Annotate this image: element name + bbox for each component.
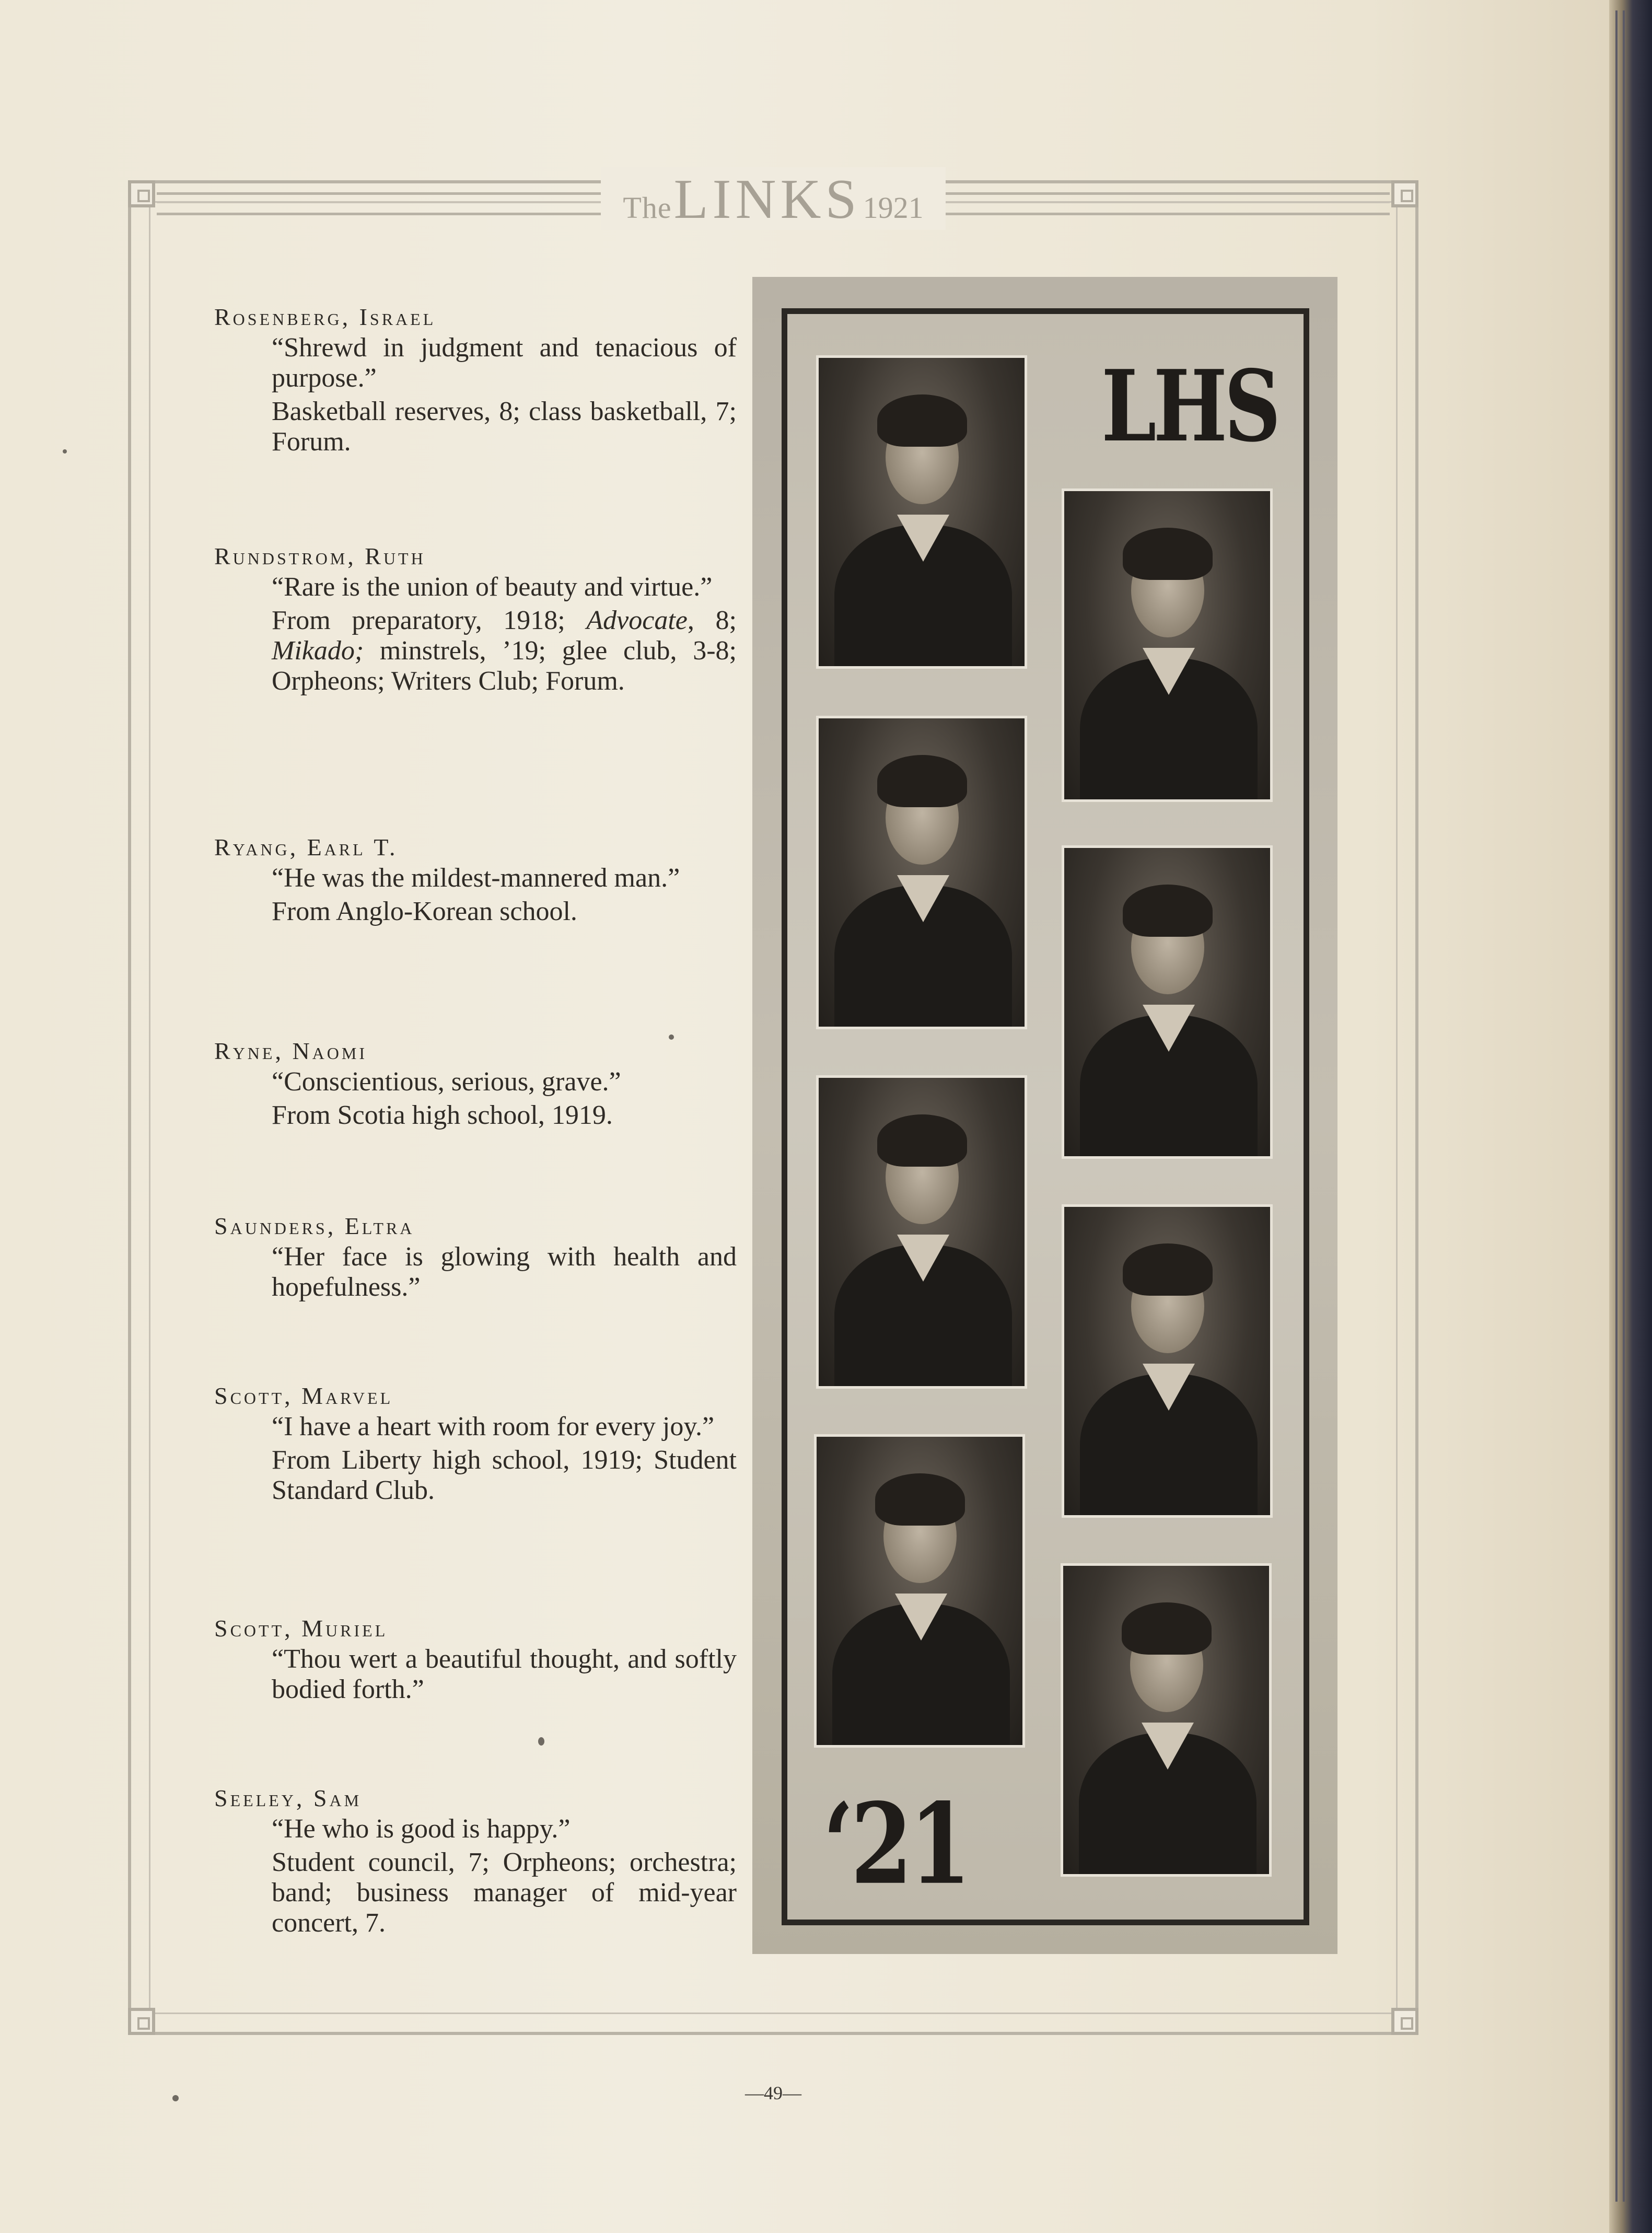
paper-speck	[669, 1034, 674, 1040]
book-spine	[1609, 0, 1652, 2233]
running-head-year: 1921	[863, 191, 924, 225]
portrait-photo	[1062, 489, 1273, 802]
student-name: Saunders, Eltra	[214, 1213, 415, 1239]
portrait-photo	[1062, 845, 1273, 1159]
portrait-photo	[1061, 1563, 1272, 1877]
senior-entry	[214, 303, 737, 457]
senior-entry	[214, 1212, 737, 1302]
corner-ornament	[128, 180, 155, 207]
senior-entry	[214, 1784, 737, 1938]
student-name: Scott, Muriel	[214, 1615, 388, 1642]
student-activities: From Anglo-Korean school.	[272, 897, 577, 926]
portrait-photo	[816, 716, 1027, 1029]
running-head	[601, 167, 946, 230]
class-year-emblem: ‘21	[823, 1779, 968, 1910]
student-activities: Student council, 7; Orpheons; orchestra; band; business manager of mid-year concert, 7.	[272, 1847, 737, 1938]
spine-line	[1615, 10, 1618, 2202]
student-name: Ryne, Naomi	[214, 1038, 367, 1064]
senior-entry	[214, 1614, 737, 1705]
student-name: Seeley, Sam	[214, 1785, 362, 1811]
paper-speck	[538, 1737, 544, 1746]
senior-entry	[214, 1382, 737, 1506]
student-quote: “Shrewd in judgment and tenacious of purpose.”	[272, 333, 737, 393]
running-head-title: LINKS	[673, 168, 861, 230]
student-activities: From preparatory, 1918; Advocate, 8; Mikado; minstrels, ’19; glee club, 3-8; Orpheons; Writers Club; Forum.	[272, 606, 737, 696]
student-quote: “Her face is glowing with health and hopefulness.”	[272, 1242, 737, 1302]
paper-speck	[63, 449, 67, 453]
running-head-the: The	[623, 191, 672, 225]
page-number: —49—	[745, 2083, 801, 2103]
portrait-photo	[814, 1434, 1025, 1748]
paper-speck	[172, 2095, 179, 2101]
student-activities: From Liberty high school, 1919; Student Standard Club.	[272, 1445, 737, 1505]
student-quote: “Rare is the union of beauty and virtue.”	[272, 572, 713, 602]
corner-ornament	[128, 2008, 155, 2035]
portrait-photo	[816, 1075, 1027, 1389]
senior-entry	[214, 1037, 737, 1131]
portrait-photo	[816, 355, 1027, 669]
student-quote: “Conscientious, serious, grave.”	[272, 1067, 621, 1097]
senior-entry	[214, 542, 737, 696]
portrait-photo	[1062, 1204, 1273, 1518]
student-activities: Basketball reserves, 8; class basketball, 7; Forum.	[272, 397, 737, 457]
student-name: Rundstrom, Ruth	[214, 543, 426, 569]
student-name: Ryang, Earl T.	[214, 834, 398, 860]
student-quote: “I have a heart with room for every joy.”	[272, 1412, 715, 1441]
lhs-emblem: LHS	[1101, 349, 1278, 464]
student-quote: “He was the mildest-mannered man.”	[272, 863, 680, 893]
corner-ornament	[1391, 180, 1418, 207]
student-quote: “He who is good is happy.”	[272, 1814, 571, 1844]
student-name: Rosenberg, Israel	[214, 304, 436, 330]
senior-entry	[214, 833, 737, 927]
student-quote: “Thou wert a beautiful thought, and softly bodied forth.”	[272, 1644, 737, 1704]
student-activities: From Scotia high school, 1919.	[272, 1100, 613, 1130]
spine-line	[1623, 10, 1625, 2202]
student-name: Scott, Marvel	[214, 1382, 393, 1409]
header-rule-right	[940, 192, 1390, 215]
header-rule-left	[157, 192, 606, 215]
corner-ornament	[1391, 2008, 1418, 2035]
